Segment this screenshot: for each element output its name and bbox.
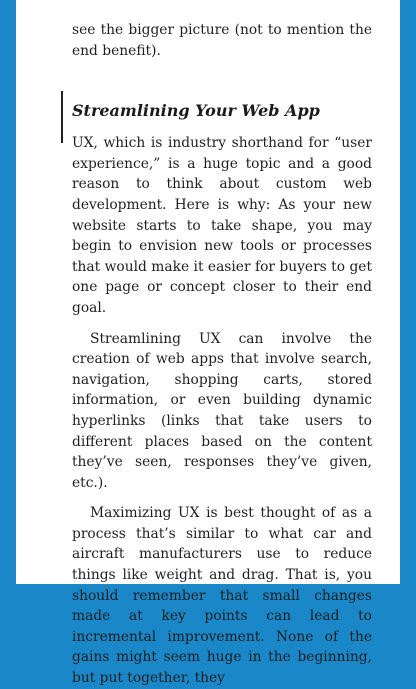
page-content: [72, 20, 372, 689]
heading-rule: [61, 91, 63, 143]
paragraph-gap: [72, 319, 372, 329]
section-heading: Streamlining Your Web App: [72, 101, 320, 121]
paragraph-2: Streamlining UX can involve the creation of web apps that involve search, navigation, shopping carts, stored information, or even building dynamic hyperlinks (links that take users to different places based on the content they’ve seen, responses they’ve given, etc.).: [72, 330, 372, 491]
paragraph-1: UX, which is industry shorthand for “user experience,” is a huge topic and a good reason to think about custom web development. Here is why: As your new website starts to take shape, you may begin to envision new tools or processes that would make it easier for buyers to get one page or concept closer to their end goal.: [72, 135, 372, 316]
intro-continuation: see the bigger picture (not to mention the end benefit).: [72, 22, 372, 59]
paragraph-3: Maximizing UX is best thought of as a process that’s similar to what car and aircraft manufacturers use to reduce things like weight and drag. That is, you should remember that small changes made at key points can lead to incremental improvement. None of the gains might seem huge in the beginning, but put together, they: [72, 505, 372, 687]
paragraph-gap: [72, 493, 372, 503]
section-heading-block: [72, 101, 372, 121]
